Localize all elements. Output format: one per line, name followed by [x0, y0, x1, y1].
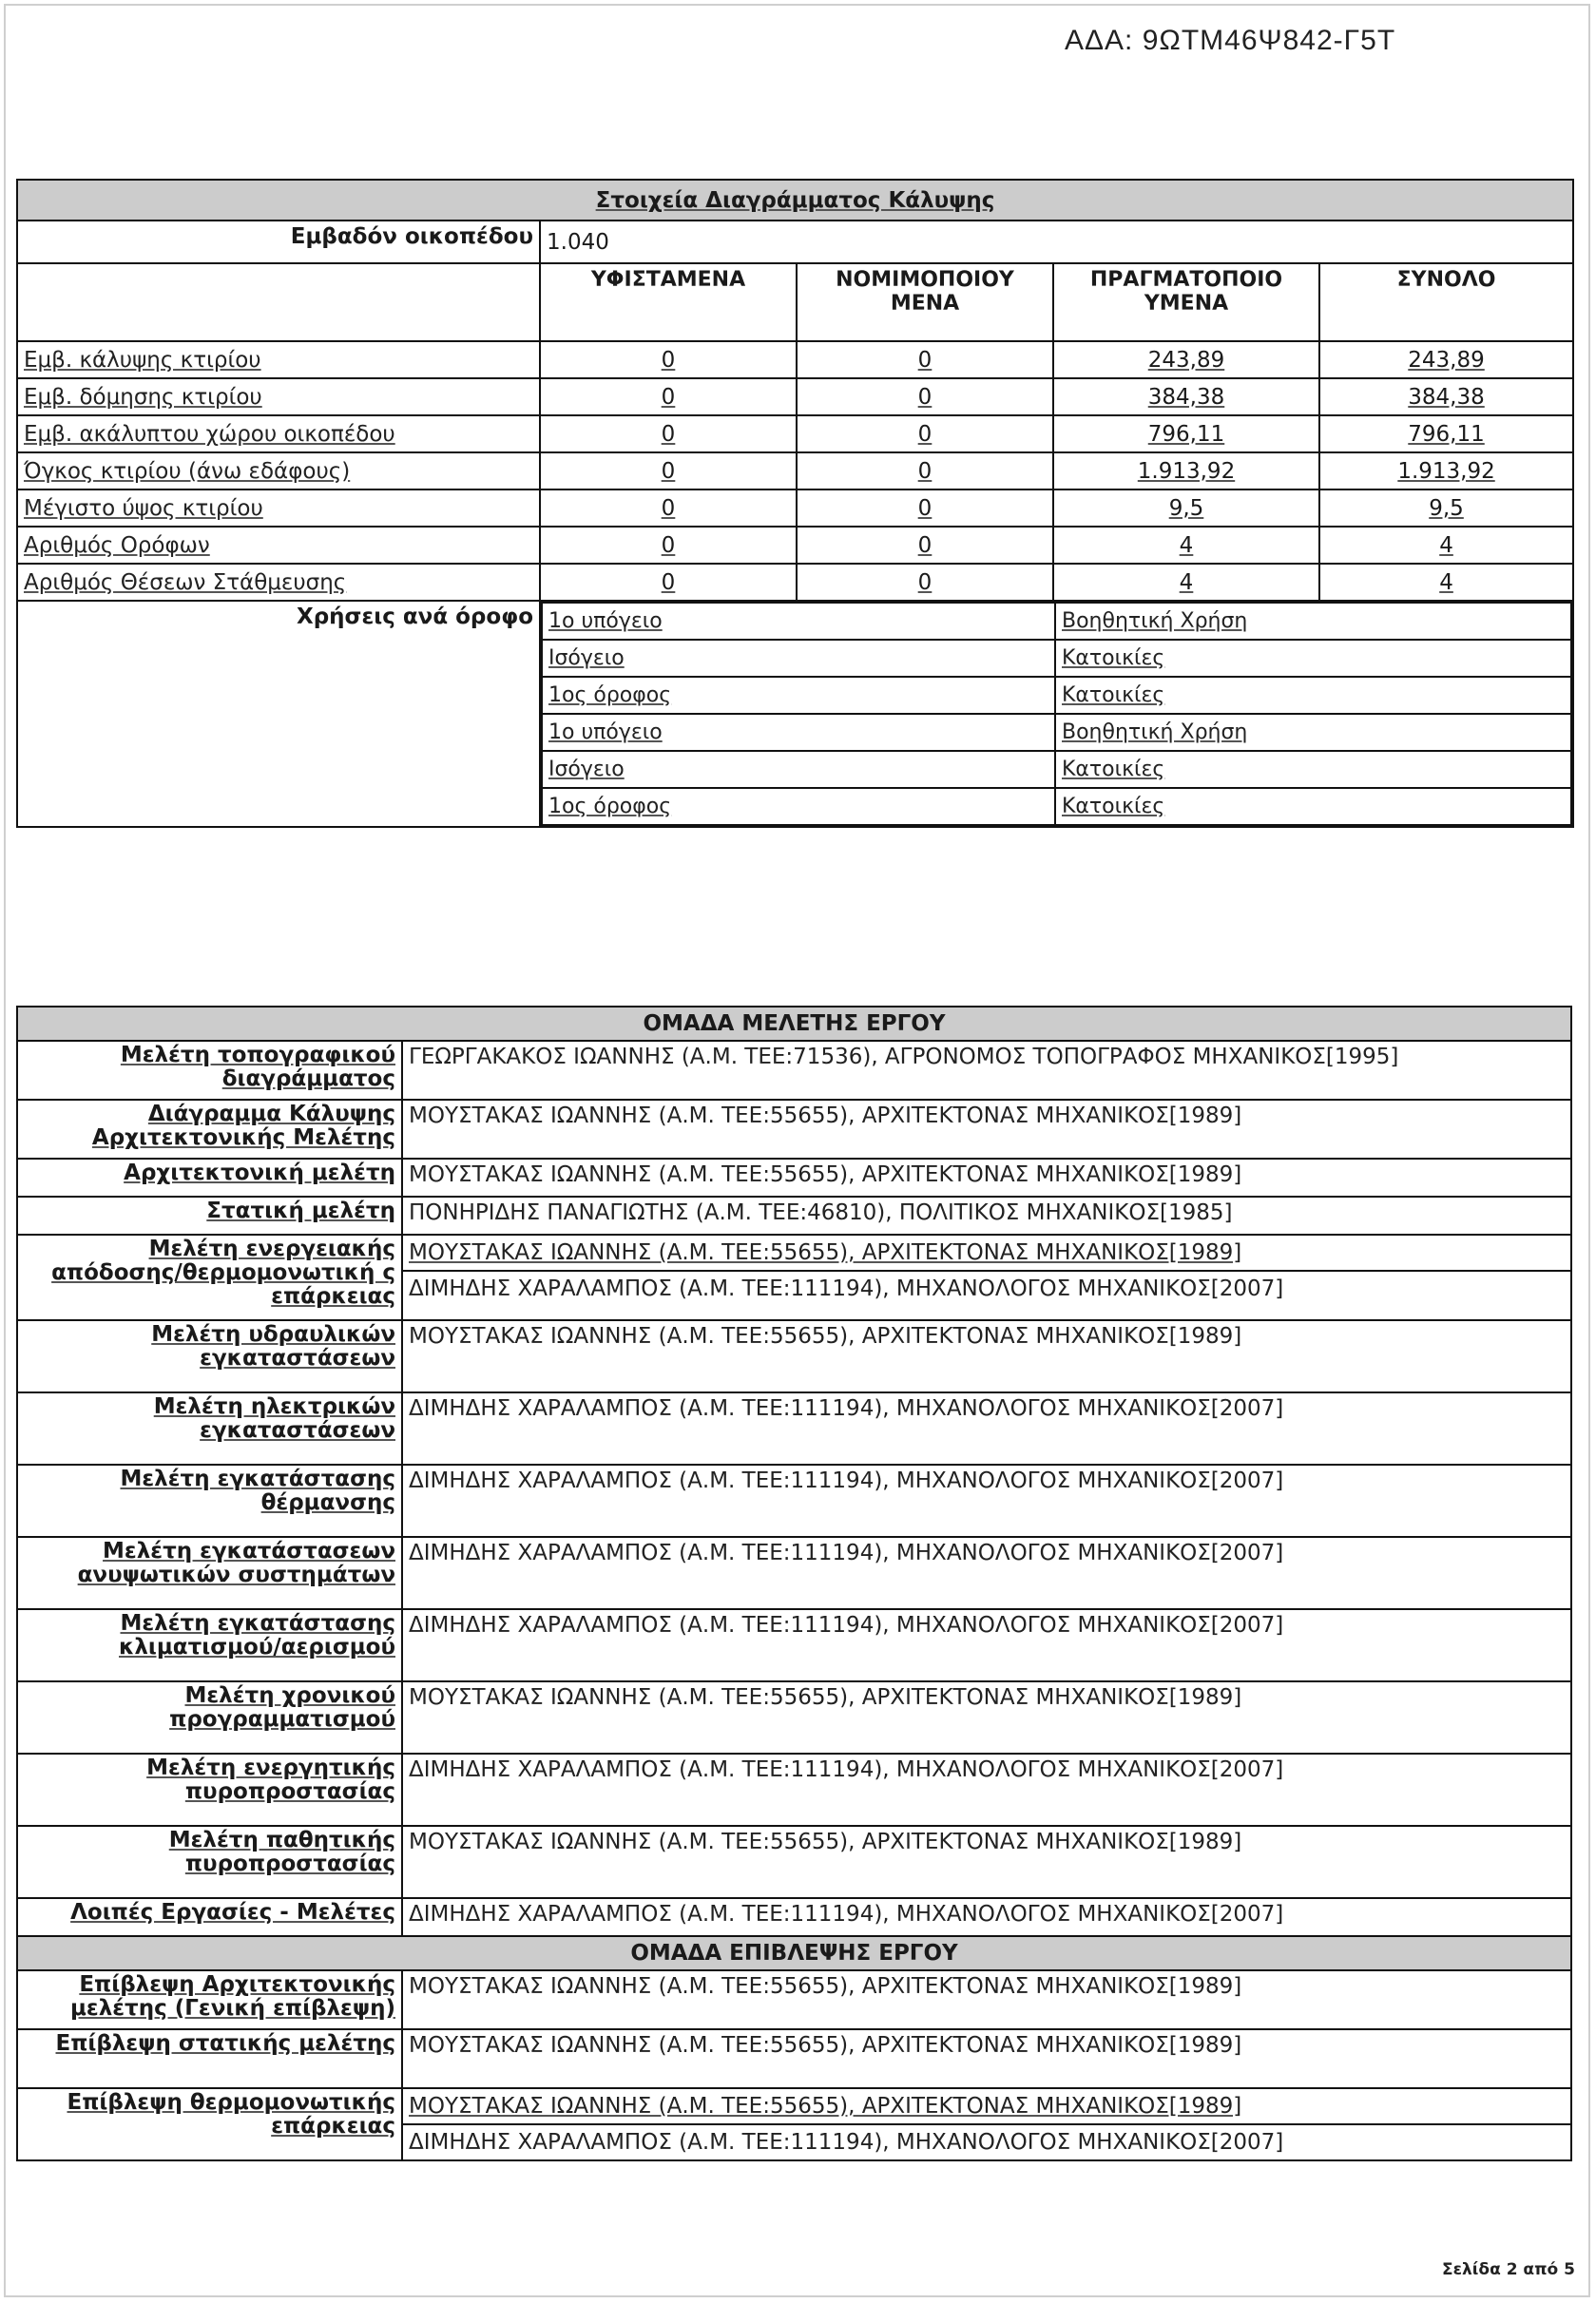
- team-table: [16, 1006, 1572, 2161]
- team-row-value: ΜΟΥΣΤΑΚΑΣ ΙΩΑΝΝΗΣ (Α.Μ. ΤΕΕ:55655), ΑΡΧΙΤΕΚΤΟΝΑΣ ΜΗΧΑΝΙΚΟΣ[1989]: [402, 1826, 1571, 1898]
- use-row: [542, 714, 1571, 751]
- coverage-cell: 796,11: [1319, 415, 1573, 452]
- coverage-cell: 0: [797, 341, 1053, 378]
- team-row-value: ΔΙΜΗΔΗΣ ΧΑΡΑΛΑΜΠΟΣ (Α.Μ. ΤΕΕ:111194), ΜΗΧΑΝΟΛΟΓΟΣ ΜΗΧΑΝΙΚΟΣ[2007]: [402, 1754, 1571, 1826]
- coverage-row-label: Μέγιστο ύψος κτιρίου: [17, 489, 540, 527]
- team-row-label: Μελέτη ενεργειακής απόδοσης/θερμομονωτική ς επάρκειας: [17, 1235, 402, 1320]
- page-number: Σελίδα 2 από 5: [1441, 2260, 1575, 2279]
- use-floor: Ισόγειο: [542, 640, 1055, 677]
- col-realized: ΠΡΑΓΜΑΤΟΠΟΙΟ ΥΜΕΝΑ: [1053, 263, 1319, 341]
- use-type: Κατοικίες: [1055, 640, 1571, 677]
- team-row-label: Λοιπές Εργασίες - Μελέτες: [17, 1898, 402, 1936]
- team-row: [17, 1159, 1571, 1197]
- coverage-cell: 0: [540, 341, 797, 378]
- use-row: [542, 788, 1571, 825]
- coverage-cell: 0: [540, 452, 797, 489]
- coverage-row-label: Όγκος κτιρίου (άνω εδάφους): [17, 452, 540, 489]
- coverage-cell: 0: [797, 527, 1053, 564]
- team-row-value: ΜΟΥΣΤΑΚΑΣ ΙΩΑΝΝΗΣ (Α.Μ. ΤΕΕ:55655), ΑΡΧΙΤΕΚΤΟΝΑΣ ΜΗΧΑΝΙΚΟΣ[1989]: [402, 1320, 1571, 1392]
- team-row-label: Μελέτη χρονικού προγραμματισμού: [17, 1681, 402, 1754]
- supervision_team-header-row: [17, 1936, 1571, 1970]
- col-total: ΣΥΝΟΛΟ: [1319, 263, 1573, 341]
- team-member: ΔΙΜΗΔΗΣ ΧΑΡΑΛΑΜΠΟΣ (Α.Μ. ΤΕΕ:111194), ΜΗΧΑΝΟΛΟΓΟΣ ΜΗΧΑΝΙΚΟΣ[2007]: [409, 2130, 1284, 2155]
- coverage-cell: 9,5: [1053, 489, 1319, 527]
- plot-area-label: Εμβαδόν οικοπέδου: [17, 221, 540, 263]
- team-row: [17, 1754, 1571, 1826]
- team-row-value: ΔΙΜΗΔΗΣ ΧΑΡΑΛΑΜΠΟΣ (Α.Μ. ΤΕΕ:111194), ΜΗΧΑΝΟΛΟΓΟΣ ΜΗΧΑΝΙΚΟΣ[2007]: [402, 1898, 1571, 1936]
- uses-cell: [540, 601, 1573, 827]
- coverage-cell: 4: [1053, 527, 1319, 564]
- team-row: [17, 1609, 1571, 1681]
- coverage-row: [17, 378, 1573, 415]
- team-row: [17, 1826, 1571, 1898]
- coverage-row-label: Εμβ. δόμησης κτιρίου: [17, 378, 540, 415]
- coverage-cell: 0: [540, 415, 797, 452]
- ada-code: ΑΔΑ: 9ΩΤΜ46Ψ842-Γ5Τ: [1065, 25, 1396, 56]
- coverage-row: [17, 341, 1573, 378]
- use-floor: 1ο υπόγειο: [542, 603, 1055, 640]
- team-row-label: Μελέτη εγκατάστασης κλιματισμού/αερισμού: [17, 1609, 402, 1681]
- coverage-row-label: Αριθμός Ορόφων: [17, 527, 540, 564]
- coverage-row: [17, 489, 1573, 527]
- team-row-value: ΠΟΝΗΡΙΔΗΣ ΠΑΝΑΓΙΩΤΗΣ (Α.Μ. ΤΕΕ:46810), ΠΟΛΙΤΙΚΟΣ ΜΗΧΑΝΙΚΟΣ[1985]: [402, 1197, 1571, 1235]
- use-type: Κατοικίες: [1055, 751, 1571, 788]
- coverage-cell: 0: [797, 564, 1053, 601]
- coverage-cell: 1.913,92: [1319, 452, 1573, 489]
- use-row: [542, 640, 1571, 677]
- team-row: [17, 1465, 1571, 1537]
- team-member: ΜΟΥΣΤΑΚΑΣ ΙΩΑΝΝΗΣ (Α.Μ. ΤΕΕ:55655), ΑΡΧΙΤΕΚΤΟΝΑΣ ΜΗΧΑΝΙΚΟΣ[1989]: [403, 2089, 1570, 2124]
- team-row-value: [402, 1235, 1571, 1320]
- coverage-cell: 0: [797, 378, 1053, 415]
- use-floor: 1ο υπόγειο: [542, 714, 1055, 751]
- team-row: [17, 1197, 1571, 1235]
- team-row-value: ΜΟΥΣΤΑΚΑΣ ΙΩΑΝΝΗΣ (Α.Μ. ΤΕΕ:55655), ΑΡΧΙΤΕΚΤΟΝΑΣ ΜΗΧΑΝΙΚΟΣ[1989]: [402, 1159, 1571, 1197]
- team-row-value: ΜΟΥΣΤΑΚΑΣ ΙΩΑΝΝΗΣ (Α.Μ. ΤΕΕ:55655), ΑΡΧΙΤΕΚΤΟΝΑΣ ΜΗΧΑΝΙΚΟΣ[1989]: [402, 1100, 1571, 1159]
- team-row: [17, 1681, 1571, 1754]
- study_team-header-row: [17, 1007, 1571, 1041]
- team-row-label: Μελέτη εγκατάστασης θέρμανσης: [17, 1465, 402, 1537]
- coverage-cell: 0: [540, 378, 797, 415]
- team-member: ΜΟΥΣΤΑΚΑΣ ΙΩΑΝΝΗΣ (Α.Μ. ΤΕΕ:55655), ΑΡΧΙΤΕΚΤΟΝΑΣ ΜΗΧΑΝΙΚΟΣ[1989]: [403, 1236, 1570, 1271]
- coverage-cell: 243,89: [1319, 341, 1573, 378]
- supervision_team-title: ΟΜΑΔΑ ΕΠΙΒΛΕΨΗΣ ΕΡΓΟΥ: [17, 1936, 1571, 1970]
- coverage-cell: 9,5: [1319, 489, 1573, 527]
- use-type: Κατοικίες: [1055, 788, 1571, 825]
- team-row-value: ΜΟΥΣΤΑΚΑΣ ΙΩΑΝΝΗΣ (Α.Μ. ΤΕΕ:55655), ΑΡΧΙΤΕΚΤΟΝΑΣ ΜΗΧΑΝΙΚΟΣ[1989]: [402, 2029, 1571, 2088]
- col-existing: ΥΦΙΣΤΑΜΕΝΑ: [540, 263, 797, 341]
- coverage-cell: 0: [540, 564, 797, 601]
- team-row: [17, 1537, 1571, 1609]
- team-row-label: Διάγραμμα Κάλυψης Αρχιτεκτονικής Μελέτης: [17, 1100, 402, 1159]
- team-row-value: [402, 2088, 1571, 2160]
- team-row: [17, 1235, 1571, 1320]
- use-floor: 1ος όροφος: [542, 788, 1055, 825]
- coverage-row-label: Εμβ. ακάλυπτου χώρου οικοπέδου: [17, 415, 540, 452]
- team-row-label: Μελέτη τοπογραφικού διαγράμματος: [17, 1041, 402, 1100]
- coverage-cell: 4: [1319, 564, 1573, 601]
- coverage-cell: 1.913,92: [1053, 452, 1319, 489]
- coverage-cell: 243,89: [1053, 341, 1319, 378]
- team-row: [17, 1392, 1571, 1465]
- team-row-label: Επίβλεψη θερμομονωτικής επάρκειας: [17, 2088, 402, 2160]
- coverage-title: Στοιχεία Διαγράμματος Κάλυψης: [17, 180, 1573, 221]
- study_team-title: ΟΜΑΔΑ ΜΕΛΕΤΗΣ ΕΡΓΟΥ: [17, 1007, 1571, 1041]
- coverage-cell: 4: [1053, 564, 1319, 601]
- coverage-cell: 4: [1319, 527, 1573, 564]
- coverage-cell: 384,38: [1053, 378, 1319, 415]
- uses-table: [541, 602, 1572, 826]
- team-row-value: ΜΟΥΣΤΑΚΑΣ ΙΩΑΝΝΗΣ (Α.Μ. ΤΕΕ:55655), ΑΡΧΙΤΕΚΤΟΝΑΣ ΜΗΧΑΝΙΚΟΣ[1989]: [402, 1681, 1571, 1754]
- coverage-cell: 0: [540, 489, 797, 527]
- team-row-label: Μελέτη ενεργητικής πυροπροστασίας: [17, 1754, 402, 1826]
- team-row-label: Μελέτη παθητικής πυροπροστασίας: [17, 1826, 402, 1898]
- team-row-value: ΔΙΜΗΔΗΣ ΧΑΡΑΛΑΜΠΟΣ (Α.Μ. ΤΕΕ:111194), ΜΗΧΑΝΟΛΟΓΟΣ ΜΗΧΑΝΙΚΟΣ[2007]: [402, 1537, 1571, 1609]
- use-type: Βοηθητική Χρήση: [1055, 603, 1571, 640]
- coverage-cell: 0: [797, 452, 1053, 489]
- use-row: [542, 603, 1571, 640]
- use-row: [542, 677, 1571, 714]
- coverage-cell: 0: [540, 527, 797, 564]
- team-row-label: Επίβλεψη Αρχιτεκτονικής μελέτης (Γενική επίβλεψη): [17, 1970, 402, 2029]
- use-type: Βοηθητική Χρήση: [1055, 714, 1571, 751]
- coverage-cell: 384,38: [1319, 378, 1573, 415]
- coverage-row-label: Αριθμός Θέσεων Στάθμευσης: [17, 564, 540, 601]
- team-row-label: Μελέτη ηλεκτρικών εγκαταστάσεων: [17, 1392, 402, 1465]
- team-row-label: Μελέτη υδραυλικών εγκαταστάσεων: [17, 1320, 402, 1392]
- team-member: ΔΙΜΗΔΗΣ ΧΑΡΑΛΑΜΠΟΣ (Α.Μ. ΤΕΕ:111194), ΜΗΧΑΝΟΛΟΓΟΣ ΜΗΧΑΝΙΚΟΣ[2007]: [409, 1276, 1284, 1301]
- team-row: [17, 1100, 1571, 1159]
- team-row-value: ΔΙΜΗΔΗΣ ΧΑΡΑΛΑΜΠΟΣ (Α.Μ. ΤΕΕ:111194), ΜΗΧΑΝΟΛΟΓΟΣ ΜΗΧΑΝΙΚΟΣ[2007]: [402, 1609, 1571, 1681]
- team-row: [17, 1970, 1571, 2029]
- coverage-table: [16, 179, 1574, 828]
- use-type: Κατοικίες: [1055, 677, 1571, 714]
- coverage-cell: 0: [797, 489, 1053, 527]
- team-row-label: Στατική μελέτη: [17, 1197, 402, 1235]
- team-row: [17, 1898, 1571, 1936]
- team-row: [17, 1320, 1571, 1392]
- empty-header-cell: [17, 263, 540, 341]
- coverage-row: [17, 452, 1573, 489]
- team-row: [17, 2088, 1571, 2160]
- uses-label: Χρήσεις ανά όροφο: [17, 601, 540, 827]
- coverage-row: [17, 415, 1573, 452]
- coverage-row: [17, 527, 1573, 564]
- col-legalized: ΝΟΜΙΜΟΠΟΙΟΥ ΜΕΝΑ: [797, 263, 1053, 341]
- coverage-cell: 0: [797, 415, 1053, 452]
- team-row: [17, 1041, 1571, 1100]
- team-row-value: ΓΕΩΡΓΑΚΑΚΟΣ ΙΩΑΝΝΗΣ (Α.Μ. ΤΕΕ:71536), ΑΓΡΟΝΟΜΟΣ ΤΟΠΟΓΡΑΦΟΣ ΜΗΧΑΝΙΚΟΣ[1995]: [402, 1041, 1571, 1100]
- coverage-row: [17, 564, 1573, 601]
- team-row-value: ΔΙΜΗΔΗΣ ΧΑΡΑΛΑΜΠΟΣ (Α.Μ. ΤΕΕ:111194), ΜΗΧΑΝΟΛΟΓΟΣ ΜΗΧΑΝΙΚΟΣ[2007]: [402, 1392, 1571, 1465]
- use-row: [542, 751, 1571, 788]
- coverage-cell: 796,11: [1053, 415, 1319, 452]
- team-row-label: Μελέτη εγκατάστασεων ανυψωτικών συστημάτων: [17, 1537, 402, 1609]
- coverage-row-label: Εμβ. κάλυψης κτιρίου: [17, 341, 540, 378]
- use-floor: 1ος όροφος: [542, 677, 1055, 714]
- team-row-value: ΔΙΜΗΔΗΣ ΧΑΡΑΛΑΜΠΟΣ (Α.Μ. ΤΕΕ:111194), ΜΗΧΑΝΟΛΟΓΟΣ ΜΗΧΑΝΙΚΟΣ[2007]: [402, 1465, 1571, 1537]
- plot-area-value: 1.040: [540, 221, 1573, 263]
- team-row-label: Επίβλεψη στατικής μελέτης: [17, 2029, 402, 2088]
- team-row: [17, 2029, 1571, 2088]
- team-row-label: Αρχιτεκτονική μελέτη: [17, 1159, 402, 1197]
- use-floor: Ισόγειο: [542, 751, 1055, 788]
- team-row-value: ΜΟΥΣΤΑΚΑΣ ΙΩΑΝΝΗΣ (Α.Μ. ΤΕΕ:55655), ΑΡΧΙΤΕΚΤΟΝΑΣ ΜΗΧΑΝΙΚΟΣ[1989]: [402, 1970, 1571, 2029]
